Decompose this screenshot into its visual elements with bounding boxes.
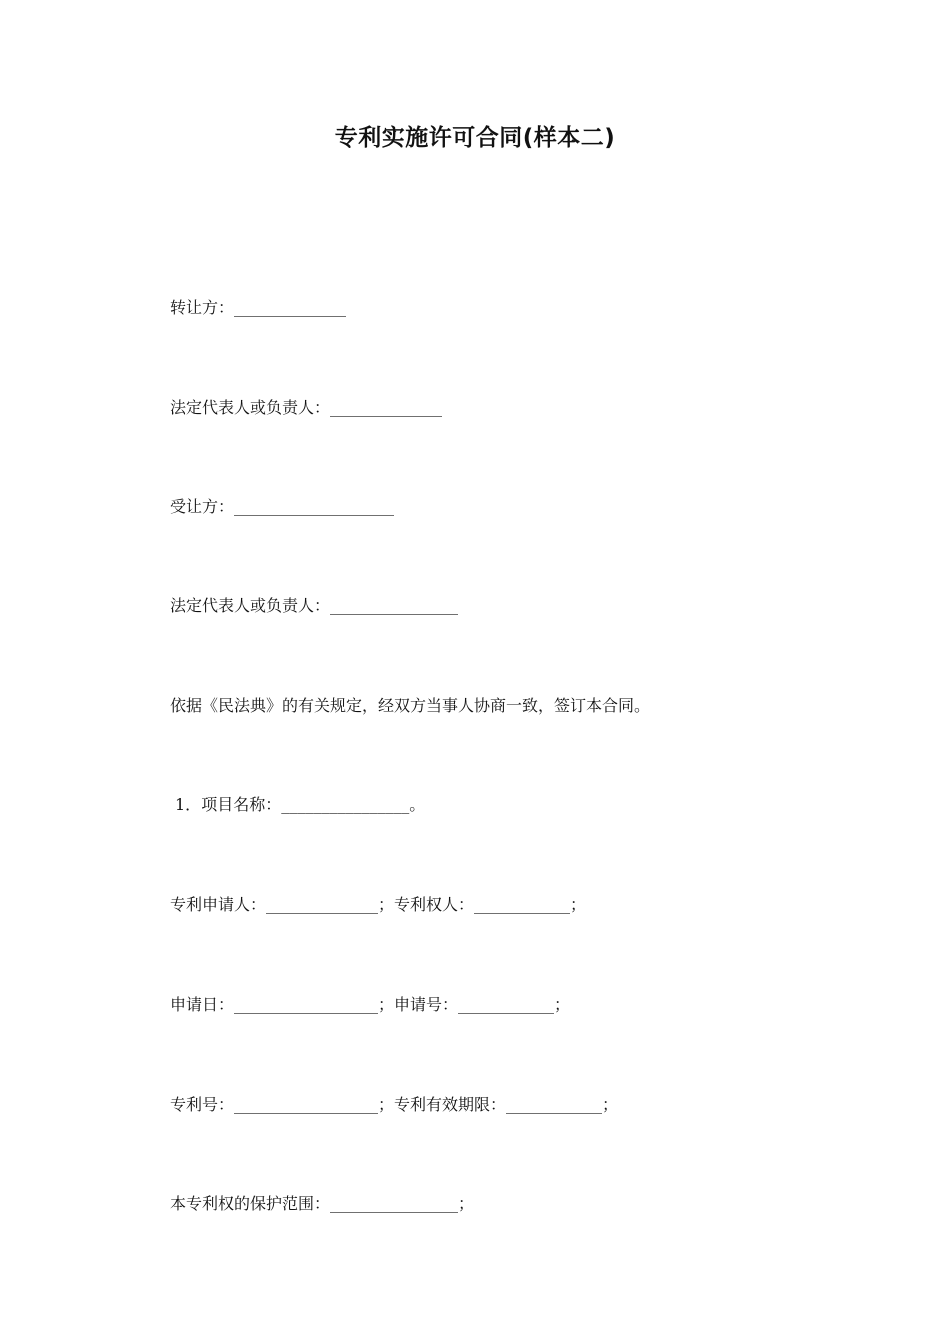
transferee-line: [170, 493, 394, 521]
blank-field-2: ____________: [506, 1095, 603, 1114]
blank-field-2: ____________: [474, 895, 571, 914]
transferee-representative-line: [170, 592, 458, 620]
blank-field: ________________: [330, 1194, 459, 1213]
transferor-representative-line: [170, 394, 442, 422]
clause-number: 1．: [175, 795, 202, 814]
blank-field-2: ____________: [458, 995, 555, 1014]
blank-field: ______________: [234, 298, 347, 317]
field-label: 专利申请人：: [170, 895, 267, 914]
patent-number-line: [170, 1091, 618, 1119]
blank-field: ________________: [281, 795, 410, 814]
field-label: 申请日：: [170, 995, 235, 1014]
field-label: 转让方：: [170, 298, 235, 317]
field-label: 本专利权的保护范围：: [170, 1194, 331, 1213]
field-label-2: 申请号：: [394, 995, 459, 1014]
separator: ；: [378, 895, 395, 914]
protection-scope-line: [170, 1190, 474, 1218]
project-name-line: [170, 791, 425, 819]
document-title: 专利实施许可合同(样本二): [334, 125, 616, 151]
preamble-paragraph: 依据《民法典》的有关规定，经双方当事人协商一致，签订本合同。: [170, 696, 651, 715]
field-label: 法定代表人或负责人：: [170, 596, 331, 615]
blank-field: ____________________: [234, 497, 395, 516]
field-label-2: 专利权人：: [394, 895, 475, 914]
line-end-punctuation: ；: [570, 895, 587, 914]
line-end-punctuation: ；: [602, 1095, 619, 1114]
blank-field: __________________: [234, 1095, 379, 1114]
field-label: 项目名称：: [201, 795, 282, 814]
blank-field: __________________: [234, 995, 379, 1014]
line-end-punctuation: ；: [554, 995, 571, 1014]
transferor-line: [170, 294, 346, 322]
line-end-punctuation: ；: [458, 1194, 475, 1213]
blank-field: ______________: [330, 398, 443, 417]
application-date-line: [170, 991, 570, 1019]
patent-applicant-line: [170, 891, 586, 919]
separator: ；: [378, 995, 395, 1014]
field-label: 受让方：: [170, 497, 235, 516]
field-label: 专利号：: [170, 1095, 235, 1114]
separator: ；: [378, 1095, 395, 1114]
line-end-punctuation: 。: [409, 795, 426, 814]
blank-field: ______________: [266, 895, 379, 914]
field-label: 法定代表人或负责人：: [170, 398, 331, 417]
field-label-2: 专利有效期限：: [394, 1095, 507, 1114]
blank-field: ________________: [330, 596, 459, 615]
